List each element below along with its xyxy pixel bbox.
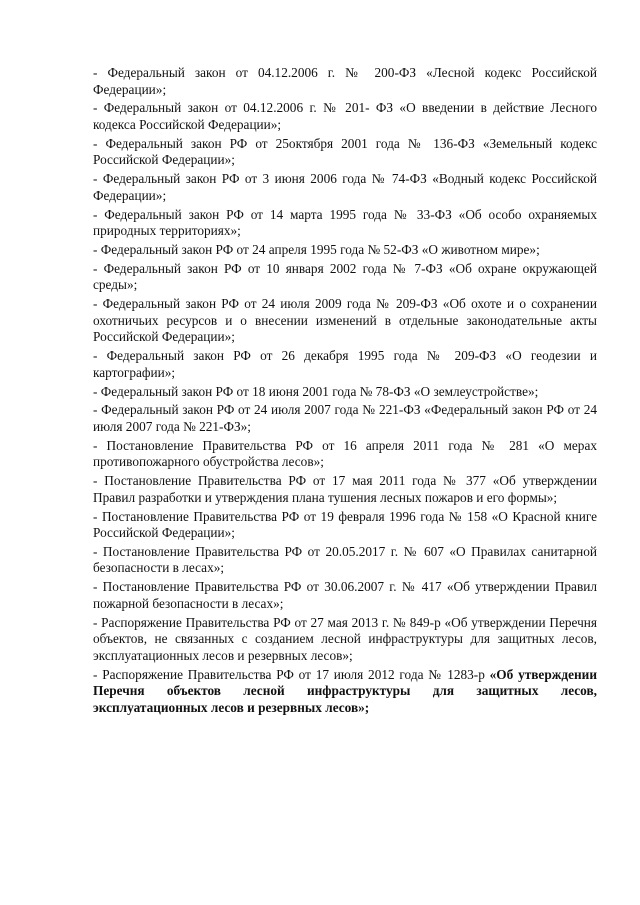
list-item: - Федеральный закон РФ от 10 января 2002 года № 7-ФЗ «Об охране окружающей среды»; — [93, 260, 597, 293]
list-item: - Федеральный закон РФ от 18 июня 2001 года № 78-ФЗ «О землеустройстве»; — [93, 383, 539, 399]
list-item: - Федеральный закон РФ от 24 июля 2007 года № 221-ФЗ «Федеральный закон РФ от 24 июля 2007 года № 221-ФЗ»; — [93, 402, 597, 434]
list-item — [93, 667, 597, 717]
list-item: - Федеральный закон РФ от 3 июня 2006 года № 74-ФЗ «Водный кодекс Российской Федерации»; — [93, 171, 597, 203]
list-item: - Федеральный закон РФ от 25октября 2001 года № 136-ФЗ «Земельный кодекс Российской Федерации»; — [93, 135, 597, 168]
list-item: - Федеральный закон РФ от 26 декабря 1995 года № 209-ФЗ «О геодезии и картографии»; — [93, 348, 597, 380]
list-item: - Федеральный закон РФ от 14 марта 1995 года № 33-ФЗ «Об особо охраняемых природных территориях»; — [93, 206, 597, 239]
list-item: - Постановление Правительства РФ от 20.05.2017 г. № 607 «О Правилах санитарной безопасности в лесах»; — [93, 543, 597, 576]
list-item: - Постановление Правительства РФ от 19 февраля 1996 года № 158 «О Красной книге Российской Федерации»; — [93, 508, 597, 541]
document-page — [93, 65, 597, 719]
list-item: - Постановление Правительства РФ от 16 апреля 2011 года № 281 «О мерах противопожарного обустройства лесов»; — [93, 437, 597, 470]
list-item: - Распоряжение Правительства РФ от 27 мая 2013 г. № 849-р «Об утверждении Перечня объектов, не связанных с созданием лесной инфраструктуры для защитных лесов, эксплуатационных лесов и резервных лесов»; — [93, 614, 597, 663]
list-item: - Федеральный закон РФ от 24 июля 2009 года № 209-ФЗ «Об охоте и о сохранении охотничьих ресурсов и о внесении изменений в отдельные законодательные акты Российской Федерации»; — [93, 296, 597, 345]
list-item: - Постановление Правительства РФ от 30.06.2007 г. № 417 «Об утверждении Правил пожарной безопасности в лесах»; — [93, 579, 597, 611]
list-item: - Федеральный закон от 04.12.2006 г. № 200-ФЗ «Лесной кодекс Российской Федерации»; — [93, 65, 597, 97]
list-item-text: - Распоряжение Правительства РФ от 17 июля 2012 года № 1283-р — [93, 666, 490, 682]
list-item: - Федеральный закон от 04.12.2006 г. № 201- ФЗ «О введении в действие Лесного кодекса Российской Федерации»; — [93, 100, 597, 132]
list-item: - Постановление Правительства РФ от 17 мая 2011 года № 377 «Об утверждении Правил разработки и утверждения плана тушения лесных пожаров и его формы»; — [93, 473, 597, 505]
list-item-bold-text: «Об утверждении Перечня объектов лесной инфраструктуры для защитных лесов, эксплуатационных лесов и резервных лесов»; — [93, 666, 597, 715]
list-item: - Федеральный закон РФ от 24 апреля 1995 года № 52-ФЗ «О животном мире»; — [93, 241, 540, 257]
